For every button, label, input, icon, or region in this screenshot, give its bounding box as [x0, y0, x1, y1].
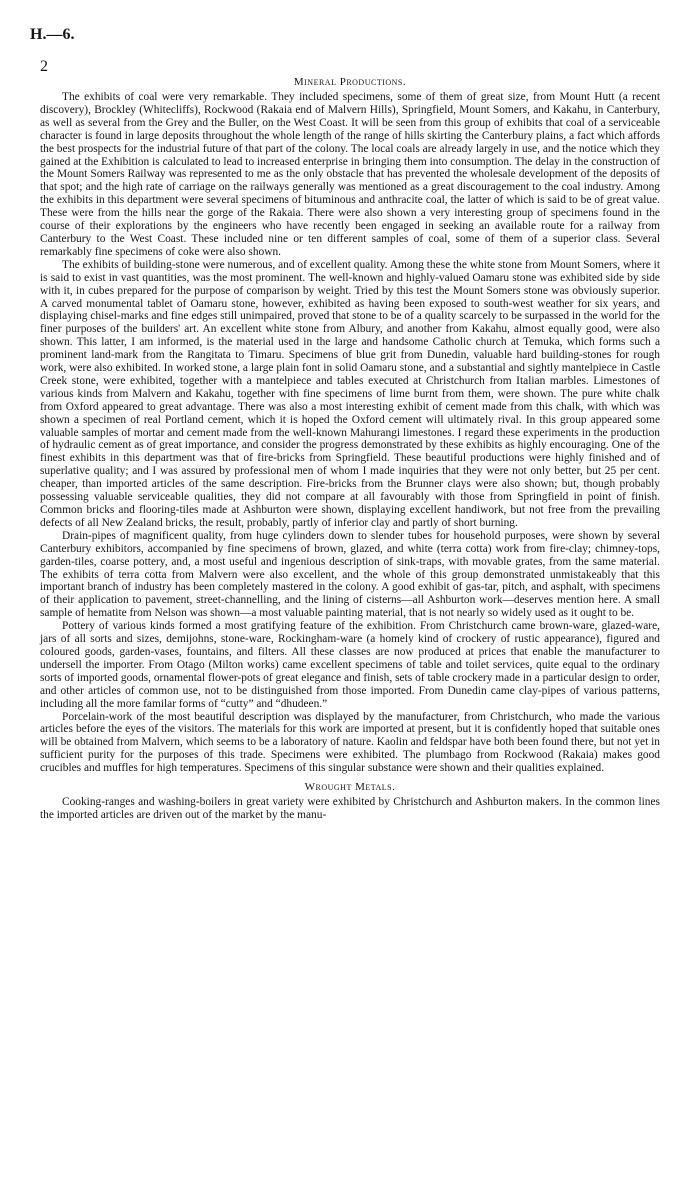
section-wrought-metals — [40, 781, 660, 822]
paragraph-building-stone: The exhibits of building-stone were numerous, and of excellent quality. Among these the white stone from Mount Somers, where it is said to exist in vast quantities, was the most prominent. The well-known and highly-valued Oamaru stone was exhibited side by side with it, in cubes prepared for the purpose of comparison by weight. Tried by this test the Mount Somers stone was obviously superior. A carved monumental tablet of Oamaru stone, however, exhibited as having been exposed to south-west weather for six years, and displaying chisel-marks and fine edges still unimpaired, proved that stone to be of a quality scarcely to be surpassed in the world for the finer purposes of the builders' art. An excellent white stone from Albury, and another from Kakahu, almost equally good, were also shown. This latter, I am informed, is the material used in the large and handsome Catholic church at Temuka, which forms such a prominent land-mark from the Rangitata to Timaru. Specimens of blue grit from Dunedin, valuable hard building-stones for rough work, were also exhibited. In worked stone, a large plain font in solid Oamaru stone, and a substantial and sightly mantelpiece in Castle Creek stone, were exhibited, together with a mantelpiece and tables executed at Christchurch from Italian marbles. Limestones of various kinds from Malvern and Kakahu, together with fine specimens of lime burnt from them, were shown. The pure white chalk from Oxford appeared to great advantage. There was also a most interesting exhibit of cement made from this chalk, with which was shown a specimen of real Portland cement, which it is hoped the Oxford cement will ultimately rival. In this group appeared some valuable samples of mortar and cement made from the well-known Mahurangi limestones. I regard these experiments in the production of hydraulic cement as of great importance, and consider the progress demonstrated by these exhibits as highly encouraging. One of the finest exhibits in this department was that of fire-bricks from Springfield. These beautiful productions were highly finished and of superlative quality; and I was assured by professional men of whom I made inquiries that they were not only better, but 25 per cent. cheaper, than imported articles of the same description. Fire-bricks from the Brunner clays were also shown; but, though probably possessing valuable serviceable qualities, they did not compare at all favourably with those from Springfield in point of finish. Common bricks and flooring-tiles made at Ashburton were shown, displaying excellent handiwork, but not free from the prevailing defects of all New Zealand bricks, the result, probably, partly of inferior clay and partly of short burning. — [40, 258, 660, 529]
paragraph-pottery: Pottery of various kinds formed a most gratifying feature of the exhibition. From Christchurch came brown-ware, glazed-ware, jars of all sorts and sizes, demijohns, stone-ware, Rockingham-ware (a homely kind of crockery of rustic appearance), figured and coloured goods, garden-vases, fountains, and filters. All these classes are now produced at prices that enable the manufacturer to undersell the importer. From Otago (Milton works) came excellent specimens of table and toilet services, quite equal to the ordinary sorts of imported goods, ornamental flower-pots of great elegance and finish, sets of table crockery made in a particular design to order, and other articles of common use, not to be distinguished from those imported. From Dunedin came clay-pipes of various patterns, including all the more familar forms of “cutty” and “dhudeen.” — [40, 620, 660, 710]
page-header — [30, 26, 660, 58]
section-mineral-productions — [40, 76, 660, 775]
section-title: Wrought Metals. — [304, 781, 396, 794]
document-reference: H.—6. — [30, 26, 75, 43]
paragraph-coal: The exhibits of coal were very remarkable. They included specimens, some of them of great size, from Mount Hutt (a recent discovery), Brockley (Whitecliffs), Rockwood (Rakaia end of Malvern Hills), Springfield, Mount Somers, and Kakahu, in Canterbury, as well as several from the Grey and the Buller, on the West Coast. It will be seen from this group of exhibits that coal of a serviceable character is found in large deposits throughout the whole length of the range of hills skirting the Canterbury plains, a fact which affords the best prospects for the industrial future of that part of the colony. The local coals are already largely in use, and the notice which they gained at the Exhibition is calculated to lead to increased enterprise in bringing them into consumption. The delay in the construction of the Mount Somers Railway was represented to me as the only obstacle that has prevented the wholesale development of the deposits of that spot; and the high rate of carriage on the railways generally was mentioned as a great discouragement to the coal industry. Among the exhibits in this department were several specimens of bituminous and anthracite coal, the latter of which is said to be of great value. These were from the hills near the gorge of the Rakaia. There were also shown a very interesting group of specimens found in the course of their explorations by the engineers who have recently been engaged in seeking an available route for a railway from Canterbury to the West Coast. These included nine or ten different samples of coal, some of them of a superior class. Several remarkably fine specimens of coke were also shown. — [40, 91, 660, 258]
paragraph-cooking-ranges: Cooking-ranges and washing-boilers in great variety were exhibited by Christchurch and Ashburton makers. In the common lines the imported articles are driven out of the market by the manu- — [40, 796, 660, 821]
page-number: 2 — [40, 58, 48, 75]
section-title: Mineral Productions. — [293, 76, 407, 88]
paragraph-porcelain: Porcelain-work of the most beautiful description was displayed by the manufacturer, from Christchurch, who made the various articles before the eyes of the visitors. The materials for this work are imported at present, but it is confidently hoped that suitable ones will be obtained from Malvern, which seems to be a laboratory of nature. Kaolin and feldspar have both been found there, but not yet in sufficient purity for the purposes of this trade. Specimens were exhibited. The plumbago from Rockwood (Rakaia) makes good crucibles and muffles for high temperatures. Specimens of this singular substance were shown and their qualities explained. — [40, 710, 660, 775]
paragraph-drain-pipes: Drain-pipes of magnificent quality, from huge cylinders down to slender tubes for household purposes, were shown by several Canterbury exhibitors, accompanied by fine specimens of brown, glazed, and white (terra cotta) work from fire-clay; chimney-tops, garden-tiles, coarse pottery, and, a most useful and ingenious description of sink-traps, with movable grates, from the same material. The exhibits of terra cotta from Malvern were also excellent, and the whole of this group demonstrated unmistakeably that this important branch of industry has been completely mastered in the colony. A good exhibit of gas-tar, pitch, and asphalt, with specimens of their application to pavement, street-channelling, and the lining of cisterns—all Ashburton work—deserves mention here. A small sample of hematite from Nelson was shown—a most valuable painting material, that is not nearly so widely used as it ought to be. — [40, 529, 660, 620]
